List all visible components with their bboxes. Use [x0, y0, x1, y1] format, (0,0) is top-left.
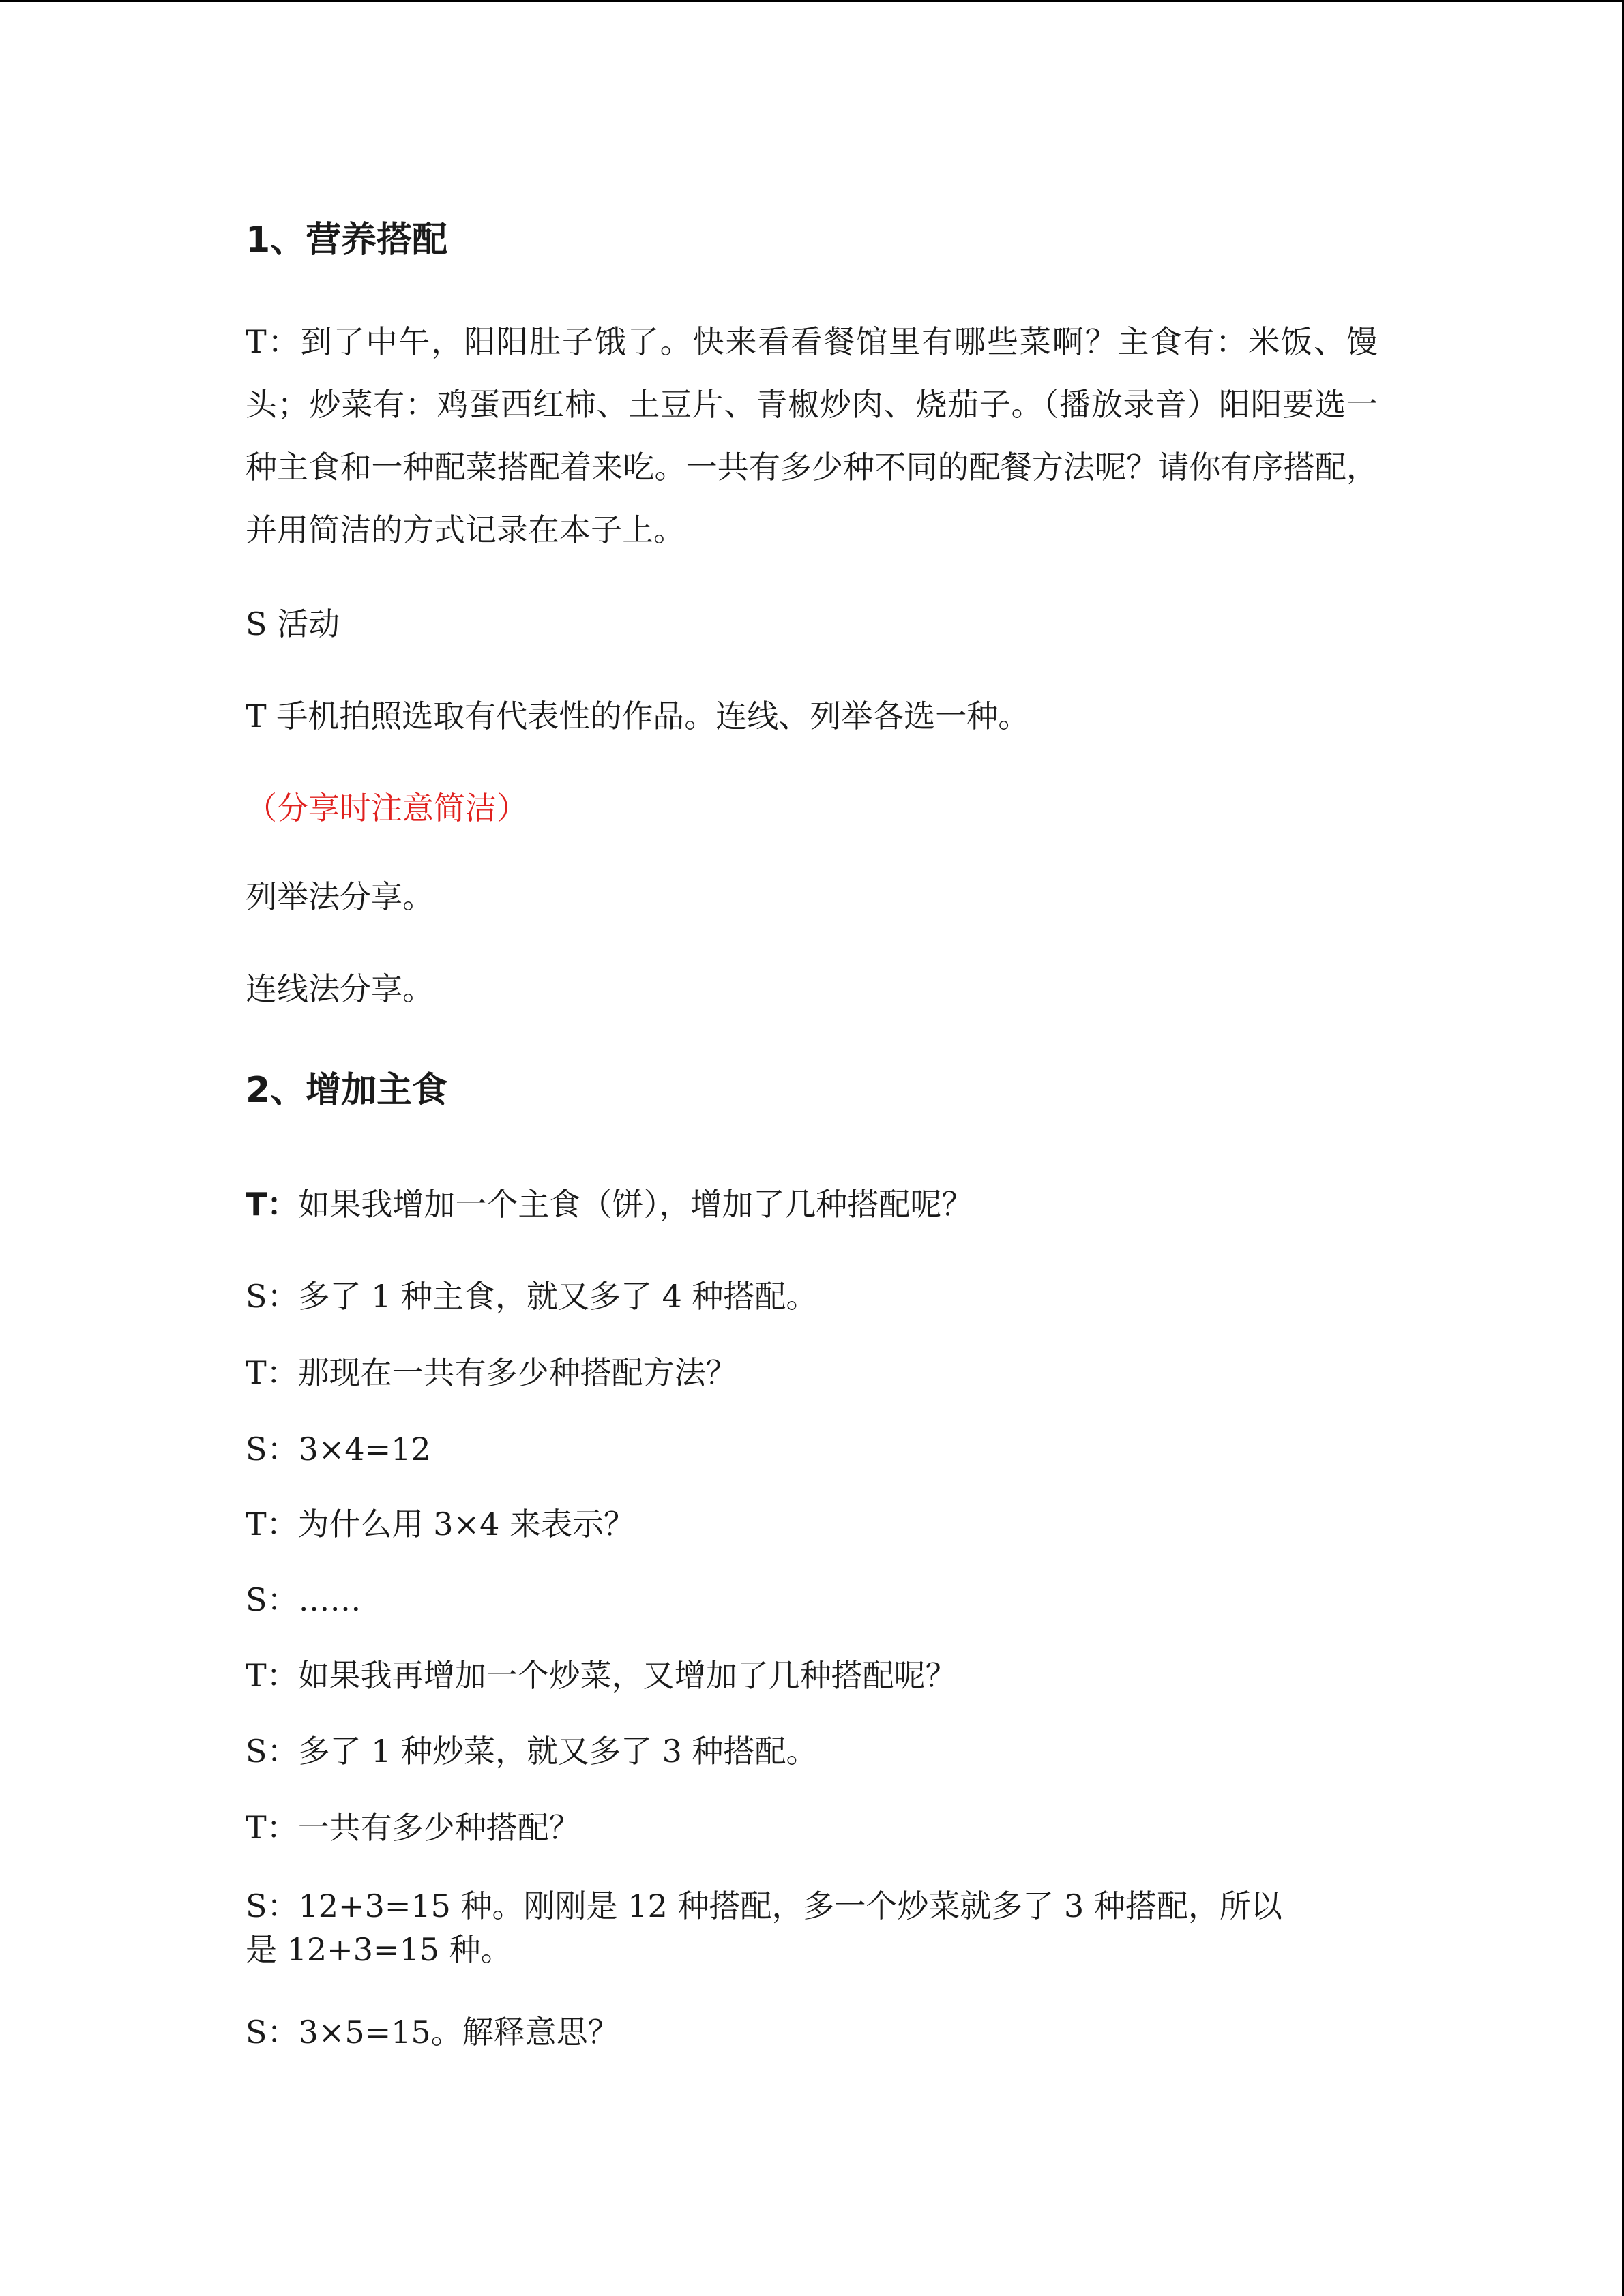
listing-share-line: 列举法分享。 [246, 878, 434, 915]
photo-line: T 手机拍照选取有代表性的作品。连线、列举各选一种。 [246, 698, 1030, 734]
dialogue-line: S：12+3=15 种。刚刚是 12 种搭配，多一个炒菜就多了 3 种搭配，所以是 12+3=15 种。 [246, 1888, 1282, 1968]
section-1-heading: 1、营养搭配 [246, 220, 448, 260]
dialogue-line: T：那现在一共有多少种搭配方法？ [246, 1354, 737, 1391]
dialogue-line: T：如果我再增加一个炒菜，又增加了几种搭配呢？ [246, 1657, 957, 1694]
note-line: （分享时注意简洁） [246, 790, 528, 826]
linking-share-line: 连线法分享。 [246, 970, 434, 1007]
section-1-intro-paragraph: T：到了中午，阳阳肚子饿了。快来看看餐馆里有哪些菜啊？主食有：米饭、馒头；炒菜有：鸡蛋西红柿、土豆片、青椒炒肉、烧茄子。（播放录音）阳阳要选一种主食和一种配菜搭配着来吃。一共有多少种不同的配餐方法呢？请你有序搭配，并用简洁的方式记录在本子上。 [246, 323, 1378, 548]
section-2-heading: 2、增加主食 [246, 1070, 448, 1111]
activity-line: S 活动 [246, 606, 340, 642]
dialogue-line: S：3×4=12 [246, 1431, 431, 1467]
dialogue-line: S：…… [246, 1581, 361, 1618]
dialogue-line: S：多了 1 种主食，就又多了 4 种搭配。 [246, 1278, 818, 1315]
dialogue-line: T：一共有多少种搭配？ [246, 1809, 580, 1846]
page-top-border [0, 0, 1624, 2]
dialogue-line: T：为什么用 3×4 来表示？ [246, 1506, 636, 1542]
question-text: 如果我增加一个主食（饼），增加了几种搭配呢？ [298, 1186, 973, 1223]
question-line [246, 1184, 973, 1225]
teacher-label: T： [246, 1186, 299, 1223]
dialogue-line: S：多了 1 种炒菜，就又多了 3 种搭配。 [246, 1733, 818, 1770]
dialogue-line: S：3×5=15。解释意思？ [246, 2014, 619, 2051]
